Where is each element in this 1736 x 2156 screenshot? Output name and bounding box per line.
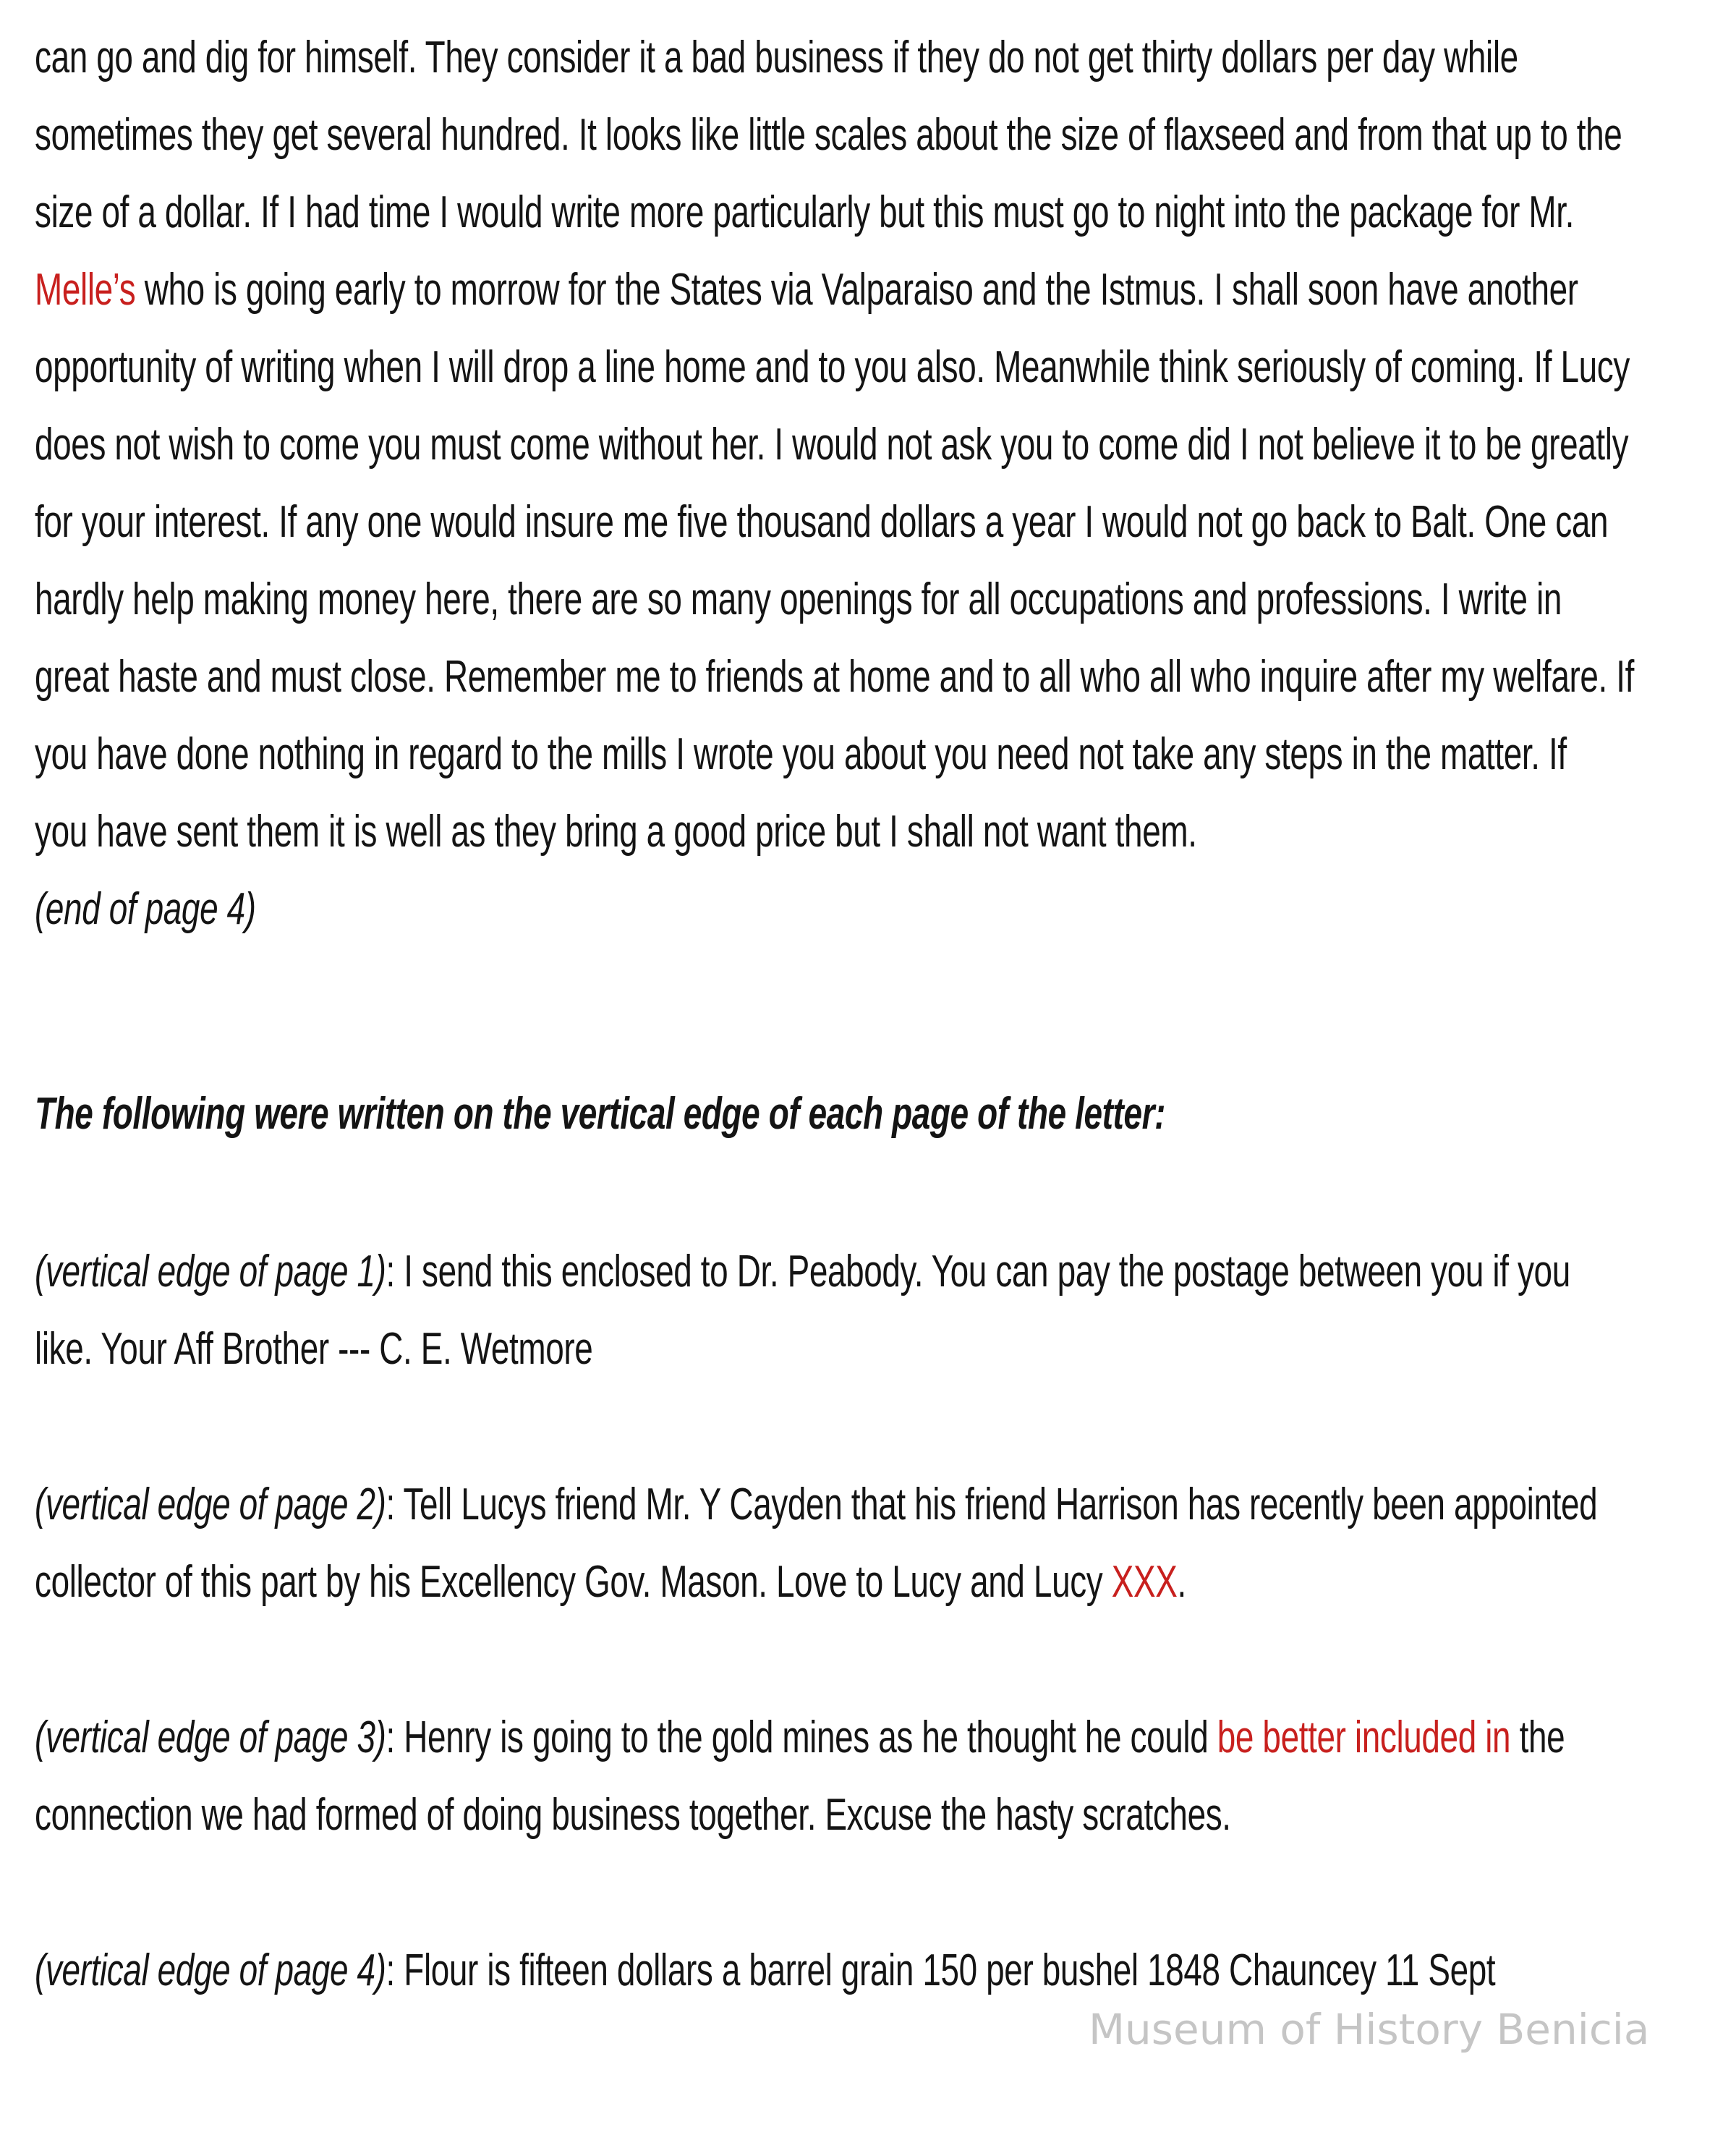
edge-page-3-label: (vertical edge of page 3) [35, 1713, 386, 1762]
edge-page-2-period: . [1177, 1557, 1186, 1607]
name-melles: Melle’s [35, 265, 136, 315]
edge-page-1-label: (vertical edge of page 1) [35, 1247, 386, 1296]
edge-page-3-red-text: be better included in [1217, 1713, 1511, 1762]
edge-page-3-line-2: connection we had formed of doing business together. Excuse the hasty scratches. [35, 1790, 1231, 1840]
body-line-10: you have done nothing in regard to the mills I wrote you about you need not take any steps in the matter. If [35, 729, 1567, 779]
body-line-2: sometimes they get several hundred. It looks like little scales about the size of flaxseed and from that up to the [35, 110, 1622, 160]
body-line-4-text: who is going early to morrow for the States via Valparaiso and the Istmus. I shall soon have another [144, 265, 1578, 315]
edge-page-1-line-2: like. Your Aff Brother --- C. E. Wetmore [35, 1324, 593, 1374]
section-heading: The following were written on the vertical edge of each page of the letter: [35, 1089, 1165, 1139]
edge-page-1-line-1 [35, 1236, 1570, 1308]
body-line-3: size of a dollar. If I had time I would write more particularly but this must go to night into the package for Mr. [35, 187, 1574, 237]
body-line-11: you have sent them it is well as they bring a good price but I shall not want them. [35, 807, 1197, 857]
body-line-1: can go and dig for himself. They consider it a bad business if they do not get thirty dollars per day while [35, 33, 1518, 82]
kisses-xxx: XXX [1111, 1557, 1178, 1607]
body-line-9: great haste and must close. Remember me to friends at home and to all who all who inquire after my welfare. If [35, 652, 1635, 702]
edge-page-2-line-1 [35, 1469, 1597, 1541]
end-of-page-note: (end of page 4) [35, 884, 256, 934]
museum-watermark: Museum of History Benicia [1089, 2005, 1650, 2054]
edge-page-4-text: : Flour is fifteen dollars a barrel grain 150 per bushel 1848 Chauncey 11 Sept [386, 1945, 1496, 1995]
body-line-4 [35, 254, 1578, 326]
body-line-6: does not wish to come you must come without her. I would not ask you to come did I not believe it to be greatly [35, 420, 1629, 470]
edge-page-2-line-2 [35, 1546, 1186, 1618]
edge-page-2-label: (vertical edge of page 2) [35, 1480, 386, 1529]
edge-page-3-line-1 [35, 1702, 1565, 1774]
edge-page-2-text: : Tell Lucys friend Mr. Y Cayden that his friend Harrison has recently been appointed [386, 1480, 1598, 1529]
body-line-7: for your interest. If any one would insure me five thousand dollars a year I would not go back to Balt. One can [35, 497, 1609, 547]
edge-page-4-label: (vertical edge of page 4) [35, 1945, 386, 1995]
body-line-5: opportunity of writing when I will drop a line home and to you also. Meanwhile think seriously of coming. If Lucy [35, 342, 1630, 392]
edge-page-3-text: : Henry is going to the gold mines as he thought he could [386, 1713, 1217, 1762]
edge-page-3-text-end: the [1510, 1713, 1565, 1762]
edge-page-1-text: : I send this enclosed to Dr. Peabody. You can pay the postage between you if you [386, 1247, 1570, 1296]
edge-page-2-text-2: collector of this part by his Excellency Gov. Mason. Love to Lucy and Lucy [35, 1557, 1112, 1607]
body-line-8: hardly help making money here, there are so many openings for all occupations and professions. I write in [35, 574, 1562, 624]
